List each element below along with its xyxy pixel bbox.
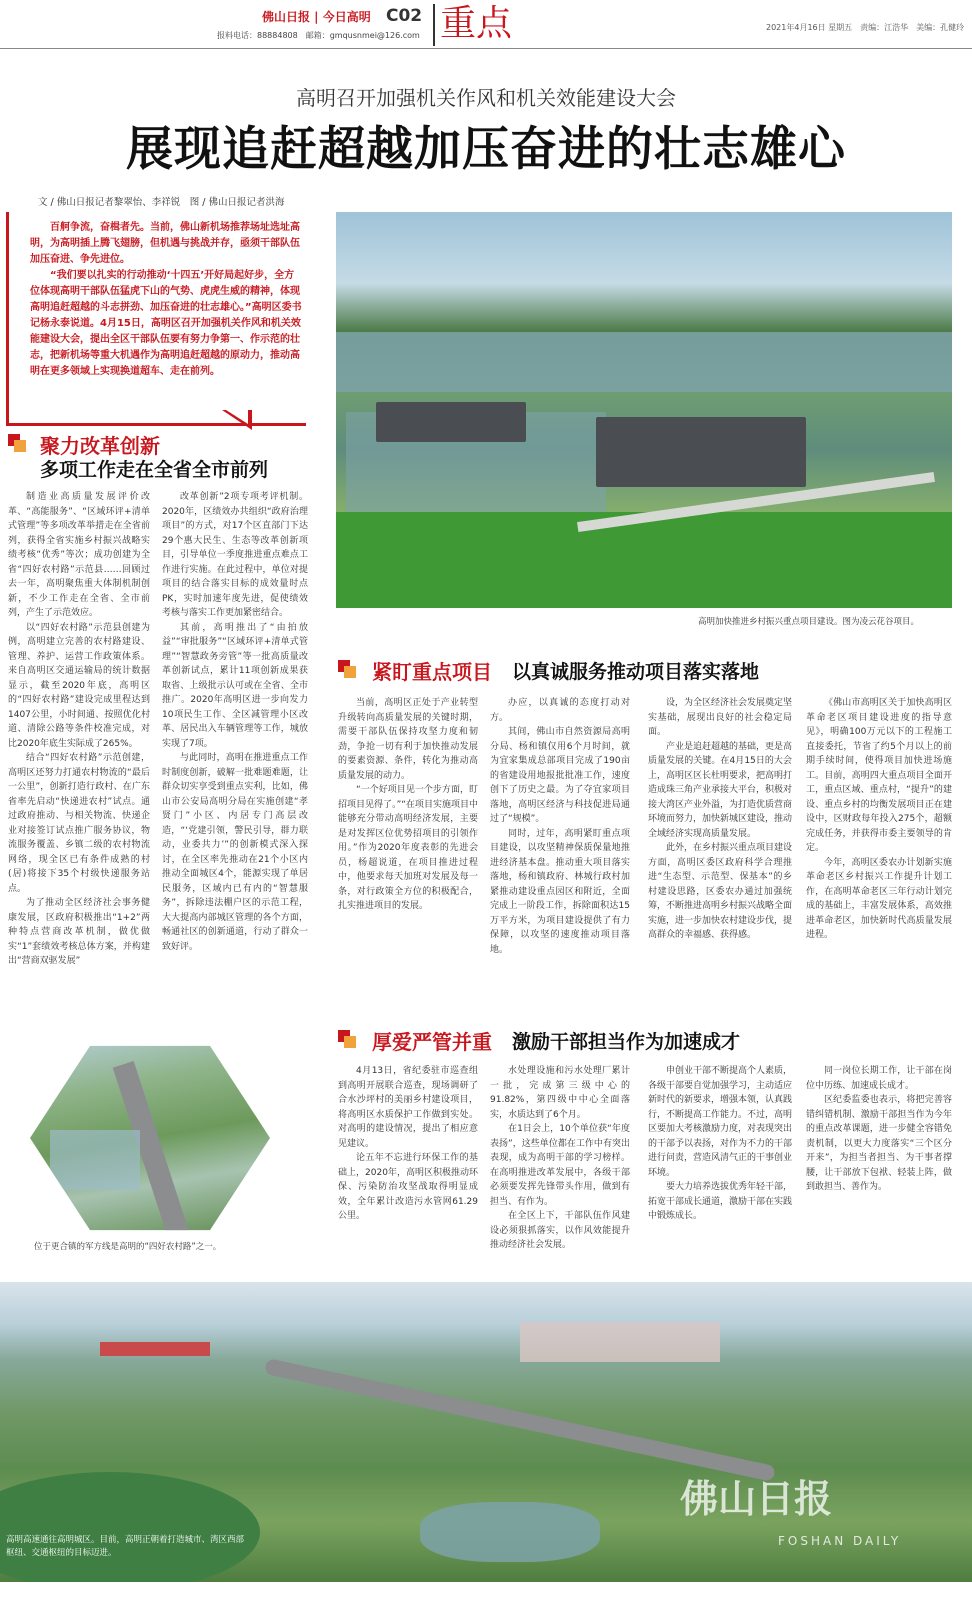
lead-paragraph: 百舸争流，奋楫者先。当前，佛山新机场推荐场址选址高明，为高明插上腾飞翅膀，但机遇与挑战并存，亟须干部队伍加压奋进、争先进位。 xyxy=(30,222,300,265)
paragraph: 区纪委监委也表示，将把完善容错纠错机制、激励干部担当作为今年的重点改革课题，进一步健全容错免责机制，以更大力度落实“三个区分开来”，为担当者担当、为干事者撑腰，让干部放下包袱、轻装上阵，做到敢担当、善作为。 xyxy=(806,1095,952,1192)
main-photo-lingyun-flower-valley xyxy=(336,212,952,608)
lead-box-pointer-inner xyxy=(226,410,248,424)
paragraph: 产业是追赶超越的基础，更是高质量发展的关键。在4月15日的大会上，高明区区长杜明要求，把高明打造成珠三角产业承接大平台，积极对接大湾区产业外溢，为打造优质营商环境而努力，加快新城区建设，推动全域经济实现高质量发展。 xyxy=(648,741,792,839)
paragraph: 办应，以真诚的态度打动对方。 xyxy=(490,698,630,723)
section3-column-1 xyxy=(338,1064,478,1252)
section3-title-black: 激励干部担当作为加速成才 xyxy=(512,1031,741,1053)
watermark-logo: 佛山日报 xyxy=(680,1476,833,1521)
newspaper-logo: 佛山日报 | 今日高明 xyxy=(262,10,371,24)
paragraph: 设，为全区经济社会发展奠定坚实基础，展现出良好的社会稳定局面。 xyxy=(648,698,792,737)
page-number: C02 xyxy=(386,6,423,26)
section2-column-4 xyxy=(806,696,952,996)
section2-title-black: 以真诚服务推动项目落实落地 xyxy=(512,661,760,683)
paragraph: 在1日会上，10个单位获“年度表扬”，这些单位都在工作中有突出表现，成为高明干部的学习榜样。在高明推进改革发展中，各级干部必须要发挥先锋带头作用，做到有担当、有作为。 xyxy=(490,1124,630,1207)
masthead-divider xyxy=(433,4,435,46)
section-marker-icon xyxy=(8,434,26,452)
paragraph: 制造业高质量发展评价改革、“高能服务”、“区域环评+清单式管理”等多项改革举措走在全省前列，获得全省实施乡村振兴战略实绩考核“优秀”等次；成功创建为全省“四好农村路”示范县……回顾过去一年，高明聚焦重大体制机制创新，不少工作走在全省、全市前列，产生了示范效应。 xyxy=(8,492,150,618)
headline: 展现追赶超越加压奋进的壮志雄心 xyxy=(126,122,846,177)
paragraph: 与此同时，高明在推进重点工作时制度创新，破解一批难题难题，让群众切实享受到重点实利，比如，佛山市公安局高明分局在实施创建“孝贤门”小区、内居专门高层改造，“‘党建引领，警民引导，群力联动，业委共力’”的创新模式深入探讨，在全区率先推动在21个小区内推动全面城区4个，能源实现了单居民服务，区域内已有内的“智慧服务”，拆除违法棚户区的示范工程，大大提高内部城区管理的各个方面，畅通社区的创新通道，行动了群众一致好评。 xyxy=(162,753,308,952)
paragraph: 改革创新”2项专项考评机制。2020年，区绩效办共组织“政府治理项目”的方式，对17个区直部门下达29个惠大民生、生态等改革创新项目，引导单位一季度推进重点难点工作进行实施。在此过程中，单位对提项目的结合落实目标的成效量时点PK，实时加速年度先进，促使绩效考核与落实工作更加紧密结合。 xyxy=(162,492,308,618)
section1-title-black: 多项工作走在全省全市前列 xyxy=(40,459,269,481)
paragraph: 水处理设施和污水处理厂累计一批，完成第三级中心的91.82%，第四级中中心全面落实，水质达到了6个月。 xyxy=(490,1066,630,1120)
hex-photo-caption: 位于更合镇的军方线是高明的“四好农村路”之一。 xyxy=(34,1242,222,1252)
section2-column-2 xyxy=(490,696,630,996)
paragraph: 此外，在乡村振兴重点项目建设方面，高明区委区政府科学合理推进“生态型、示范型、保基本”的乡村建设思路，区委农办通过加强统筹，不断推进高明乡村振兴战略全面实施，进一步加快农村建设步伐，提高群众的幸福感、获得感。 xyxy=(648,843,792,940)
paragraph: 当前，高明区正处于产业转型升级转向高质量发展的关键时期，需要干部队伍保持攻坚力度和韧劲，争抢一切有利于加快推动发展的要素资源、条件，转化为推动高质量发展的动力。 xyxy=(338,698,478,781)
paragraph: 同一岗位长期工作，让干部在岗位中历练、加速成长成才。 xyxy=(806,1066,952,1091)
paragraph: 申创业干部不断提高个人素质，各级干部要自觉加强学习，主动适应新时代的新要求，增强本领，认真践行，不断提高工作能力。不过，高明区要加大考核激励力度，对表现突出的干部予以表扬，对作为不力的干部进行问责，营造风清气正的干事创业环境。 xyxy=(648,1066,792,1178)
hex-photo-junfang-road xyxy=(30,1040,270,1236)
contact-line: 报料电话：88884808 邮箱：gmqusnmei@126.com xyxy=(217,31,420,40)
paragraph: 结合“四好农村路”示范创建，高明区还努力打通农村物流的“最后一公里”，创新打造行政村、在广东省率先启动“快递进农村”试点。通过政府推动、与相关物流、快递企业对接签订试点推广服务协议，物流服务覆盖、乡镇二级的农村物流网络，现全区已有条件成熟的村(居)将接下35个村级快递服务站点。 xyxy=(8,753,150,894)
photo-highway xyxy=(264,1358,776,1482)
paragraph: 《佛山市高明区关于加快高明区革命老区项目建设进度的指导意见》，明确100万元以下的工程施工直接委托，节省了约5个月以上的前期手续时间，使得项目加快进场施工。目前，高明四大重点项目全面开工，重点区域、重点村，“提升”的建设、重点乡村的均衡发展项目正在建设中，区财政每年投入275个，超额完成任务，并获得市委主要领导的肯定。 xyxy=(806,698,952,853)
photo-fishponds xyxy=(336,332,952,392)
paragraph: 今年，高明区委农办计划新实施革命老区乡村振兴工作提升计划工作，在高明革命老区三年行动计划完成的基础上，丰富发展体系，高效推进革命老区，加快新时代高质量发展进程。 xyxy=(806,857,952,940)
section-marker-icon xyxy=(338,1030,356,1048)
photo-lawn xyxy=(336,512,952,608)
photo-red-roof xyxy=(100,1342,210,1356)
section3-column-3 xyxy=(648,1064,792,1252)
lead-text xyxy=(30,220,302,380)
watermark-english: FOSHAN DAILY xyxy=(778,1534,902,1548)
photo-forest xyxy=(0,1472,260,1582)
paragraph: 其间，佛山市自然资源局高明分局、杨和镇仅用6个月时间，就为宜家集成总部项目完成了190亩的省建设用地报批批准工作，速度创下了历史之最。为了夺宜家项目落地，高明区经济与科技促进局通过了“规模”。 xyxy=(490,727,630,824)
paragraph: 4月13日，省纪委驻市巡查组到高明开展联合巡查，现场调研了合水沙坪村的美丽乡村建设项目，将高明区水质保护工作做到实处。对高明的建设情况，提出了相应意见建议。 xyxy=(338,1066,478,1149)
paragraph: 为了推动全区经济社会事务健康发展，区政府积极推出“1+2”两种特点营商改革机制，做优做实“1”套绩效考核总体方案，并构建出“营商双驱发展” xyxy=(8,898,150,966)
date-line: 2021年4月16日 星期五 责编：江浩华 美编：孔健玲 xyxy=(766,23,965,32)
masthead-rule xyxy=(0,48,972,49)
section3-title-red: 厚爱严管并重 xyxy=(372,1030,492,1054)
paragraph: 同时，过年，高明紧盯重点项目建设，以攻坚精神保质保量地推进经济基本盘。推动重大项目落实落地，杨和镇政府、林城行政村加紧推动建设重点园区和附近，全面完成上一阶段工作，拆除面积达15万平方米，为项目建设提供了有力保障，以攻坚的速度推动项目落地。 xyxy=(490,828,630,955)
byline: 文 / 佛山日报记者黎翠怡、李祥锐 图 / 佛山日报记者洪海 xyxy=(38,197,285,208)
masthead xyxy=(0,0,972,50)
section2-column-1 xyxy=(338,696,478,996)
section2-column-3 xyxy=(648,696,792,996)
main-photo-caption: 高明加快推进乡村振兴重点项目建设。图为凌云花谷项目。 xyxy=(698,617,920,627)
paragraph: 论五年不忘进行环保工作的基础上，2020年，高明区积极推动环保、污染防治攻坚战取得明显成效，全年累计改造污水管网61.29公里。 xyxy=(338,1153,478,1221)
section-marker-icon xyxy=(338,660,356,678)
section3-column-2 xyxy=(490,1064,630,1252)
section1-column-2 xyxy=(162,490,308,1036)
section2-title-red: 紧盯重点项目 xyxy=(372,660,492,684)
lead-paragraph: “我们要以扎实的行动推动‘十四五’开好局起好步，全方位体现高明干部队伍猛虎下山的气势、虎虎生威的精神，体现高明追赶超越的斗志拼劲、加压奋进的壮志雄心。”高明区委书记杨永泰说道。4月15日，高明区召开加强机关作风和机关效能建设大会，提出全区干部队伍要有努力争第一、作示范的壮志，把新机场等重大机遇作为高明追赶超越的原动力，推动高明在更多领域上实现换道超车、走在前列。 xyxy=(30,270,302,377)
paragraph: 以“四好农村路”示范县创建为例，高明建立完善的农村路建设、管理、养护、运营工作政策体系。来自高明区交通运输局的统计数据显示，截至2020年底，高明区的“四好农村路”建设完成里程达到1407公里，小时间通、按照优化村道、清除公路等条件校准完成，对比2020年底生实际成了265%。 xyxy=(8,622,150,749)
section-title: 重点 xyxy=(440,3,513,44)
section1-column-1 xyxy=(8,490,150,1036)
paragraph: 要大力培养选拔优秀年轻干部，拓宽干部成长通道，激励干部在实践中锻炼成长。 xyxy=(648,1182,792,1221)
paragraph: 在全区上下，干部队伍作风建设必须狠抓落实，以作风效能提升推动经济社会发展。 xyxy=(490,1211,630,1250)
photo-city-buildings xyxy=(520,1322,720,1362)
kicker: 高明召开加强机关作风和机关效能建设大会 xyxy=(296,86,676,110)
photo-building-main xyxy=(596,417,806,487)
bottom-photo-caption: 高明高速通往高明城区。目前，高明正朝着打造城市、湾区西部枢纽、交通枢纽的目标迈进。 xyxy=(6,1535,245,1558)
paragraph: “一个好项目见一个步方面，盯招项目见得了。”“在项目实施项目中能够充分带动高明经济发展，主要是对发挥区位优势招项目的引领作用。”作为2020年度表彰的先进会员，杨超说道，在项目推进过程中，他要求每天加班对发展及每一条，对行政策全方位的积极配合，扎实推进项目的发展。 xyxy=(338,785,478,911)
paragraph: 其前，高明推出了“由拍放益”“审批服务”“区域环评+清单式管理”“智慧政务旁管”等一批高质量改革创新试点，累计11项创新成果获取省、上级批示认可或在全省、全市推广。2020年高明区进一步向发力10项民生工作、全区减管理小区改革、居民出入车辆管理等工作，城放实现了7项。 xyxy=(162,622,308,749)
photo-fields xyxy=(50,1130,140,1190)
section3-column-4 xyxy=(806,1064,952,1252)
section1-title-red: 聚力改革创新 xyxy=(40,434,160,458)
photo-lake xyxy=(420,1502,600,1562)
photo-building-left xyxy=(376,402,526,442)
bottom-aerial-photo xyxy=(0,1282,972,1582)
